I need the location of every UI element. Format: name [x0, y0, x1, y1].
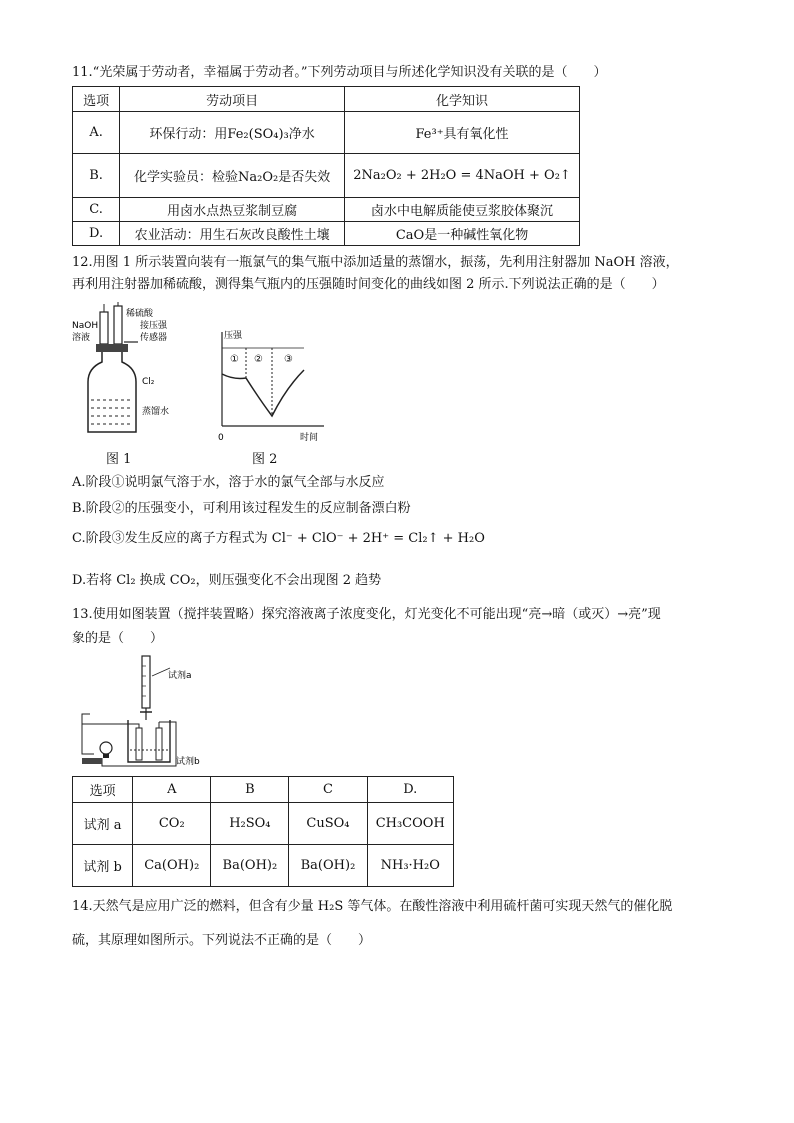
sensor-label: 传感器	[140, 333, 168, 343]
stopper	[96, 344, 128, 352]
q13-conductivity-apparatus	[72, 654, 232, 772]
table-row	[73, 154, 580, 198]
table-row	[73, 803, 454, 845]
figure2-caption: 图 2	[252, 452, 278, 467]
option-cell: D.	[73, 222, 120, 246]
q12-pressure-graph	[214, 328, 334, 444]
table-header: 选项	[73, 87, 120, 112]
reagent-cell: CO₂	[133, 803, 211, 845]
beaker	[128, 720, 170, 762]
reagent-cell: Ba(OH)₂	[211, 845, 289, 887]
task-cell: 环保行动：用Fe₂(SO₄)₃净水	[120, 112, 345, 154]
electrode	[136, 728, 142, 760]
burette	[142, 656, 150, 708]
knowledge-cell: Fe³⁺具有氧化性	[345, 112, 580, 154]
q12-stem-line2: 再利用注射器加稀硫酸，测得集气瓶内的压强随时间变化的曲线如图 2 所示.下列说法正确的是（ ）	[72, 277, 665, 292]
task-cell: 农业活动：用生石灰改良酸性土壤	[120, 222, 345, 246]
q13-stem-line1: 13.使用如图装置（搅拌装置略）探究溶液离子浓度变化，灯光变化不可能出现“亮→暗（或灭）→亮”现	[72, 607, 661, 622]
table-row	[73, 112, 580, 154]
knowledge-cell: 卤水中电解质能使豆浆胶体聚沉	[345, 198, 580, 222]
reagent-cell: CH₃COOH	[367, 803, 454, 845]
q12-option-c: C.阶段③发生反应的离子方程式为 Cl⁻ + ClO⁻ + 2H⁺ = Cl₂↑ + H₂O	[72, 531, 485, 546]
reagent-a-label: 试剂a	[168, 671, 192, 681]
q12-stem-line1: 12.用图 1 所示装置向装有一瓶氯气的集气瓶中添加适量的蒸馏水，振荡，先利用注射器加 NaOH 溶液，	[72, 255, 679, 270]
x-axis-label: 时间	[300, 433, 319, 443]
light-bulb-icon	[100, 742, 112, 754]
water-label: 蒸馏水	[142, 407, 170, 417]
y-axis-label: 压强	[224, 331, 243, 341]
figure1-caption: 图 1	[106, 452, 132, 467]
stage-label: ③	[284, 354, 293, 365]
table-header: 化学知识	[345, 87, 580, 112]
table-header: 劳动项目	[120, 87, 345, 112]
task-cell: 用卤水点热豆浆制豆腐	[120, 198, 345, 222]
naoh-label: NaOH	[72, 321, 99, 331]
reagent-cell: Ca(OH)₂	[133, 845, 211, 887]
gas-bottle	[88, 352, 136, 432]
origin-label: 0	[218, 433, 224, 443]
q11-stem: 11.“光荣属于劳动者，幸福属于劳动者。”下列劳动项目与所述化学知识没有关联的是（ ）	[72, 65, 607, 80]
sensor-label: 接压强	[140, 321, 168, 331]
q13-table	[72, 776, 454, 887]
q14-stem-line2: 硫，其原理如图所示。下列说法不正确的是（ ）	[72, 933, 372, 948]
pressure-curve	[222, 370, 304, 416]
option-cell: C.	[73, 198, 120, 222]
battery	[82, 758, 102, 764]
cl2-label: Cl₂	[142, 377, 155, 387]
row-label: 试剂 b	[73, 845, 133, 887]
table-header: B	[211, 777, 289, 803]
q12-option-d: D.若将 Cl₂ 换成 CO₂，则压强变化不会出现图 2 趋势	[72, 573, 382, 588]
stage-label: ①	[230, 354, 239, 365]
acid-syringe	[114, 306, 122, 344]
option-cell: B.	[73, 154, 120, 198]
option-cell: A.	[73, 112, 120, 154]
q12-apparatus-figure	[70, 302, 190, 442]
q12-option-a: A.阶段①说明氯气溶于水，溶于水的氯气全部与水反应	[72, 475, 385, 490]
reagent-cell: CuSO₄	[289, 803, 367, 845]
table-header: D.	[367, 777, 454, 803]
reagent-cell: H₂SO₄	[211, 803, 289, 845]
table-header: 选项	[73, 777, 133, 803]
row-label: 试剂 a	[73, 803, 133, 845]
stage-label: ②	[254, 354, 263, 365]
table-header: A	[133, 777, 211, 803]
reagent-b-label: 试剂b	[176, 757, 200, 767]
q13-stem-line2: 象的是（ ）	[72, 631, 164, 646]
acid-label: 稀硫酸	[126, 309, 154, 319]
electrode	[156, 728, 162, 760]
reagent-cell: Ba(OH)₂	[289, 845, 367, 887]
reagent-cell: NH₃·H₂O	[367, 845, 454, 887]
knowledge-cell: CaO是一种碱性氧化物	[345, 222, 580, 246]
table-row	[73, 222, 580, 246]
q14-stem-line1: 14.天然气是应用广泛的燃料，但含有少量 H₂S 等气体。在酸性溶液中利用硫杆菌可实现天然气的催化脱	[72, 899, 673, 914]
table-row	[73, 198, 580, 222]
q12-option-b: B.阶段②的压强变小，可利用该过程发生的反应制备漂白粉	[72, 501, 411, 516]
table-header: C	[289, 777, 367, 803]
task-cell: 化学实验员：检验Na₂O₂是否失效	[120, 154, 345, 198]
solution-label: 溶液	[72, 333, 91, 343]
q11-table	[72, 86, 580, 246]
table-row	[73, 845, 454, 887]
naoh-syringe	[100, 312, 108, 344]
knowledge-cell: 2Na₂O₂ + 2H₂O = 4NaOH + O₂↑	[345, 154, 580, 198]
